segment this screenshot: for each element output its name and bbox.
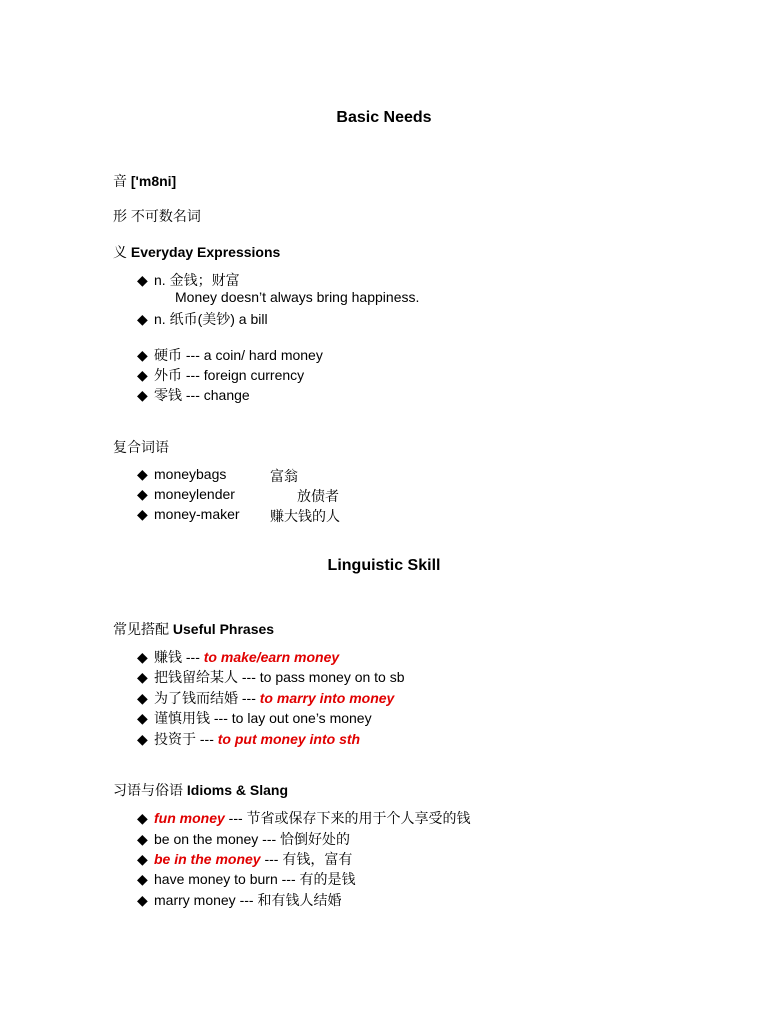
idiom-text: be on the money --- 恰倒好处的: [154, 831, 351, 847]
list-item: [137, 729, 360, 749]
meaning-heading: Everyday Expressions: [130, 244, 281, 260]
idiom-text: have money to burn --- 有的是钱: [154, 871, 356, 887]
diamond-bullet-icon: ◆: [137, 871, 148, 887]
list-item: [137, 869, 356, 889]
phrase-text: 谨慎用钱 --- to lay out one’s money: [154, 710, 372, 726]
meaning-heading-row: [113, 242, 280, 262]
diamond-bullet-icon: ◆: [137, 387, 148, 403]
phrase-text: 投资于 ---: [154, 731, 218, 747]
list-item: [137, 667, 405, 687]
compound-meaning: 赚大钱的人: [270, 508, 340, 524]
diamond-bullet-icon: ◆: [137, 347, 148, 363]
diamond-bullet-icon: ◆: [137, 367, 148, 383]
pronunciation-row: [113, 171, 176, 191]
pronunciation-label: 音: [113, 173, 127, 189]
idioms-heading: [113, 780, 288, 800]
compound-term: money-maker: [154, 506, 240, 522]
idiom-text: marry money --- 和有钱人结婚: [154, 892, 342, 908]
phrases-heading-cn: 常见搭配: [113, 621, 169, 637]
diamond-bullet-icon: ◆: [137, 831, 148, 847]
diamond-bullet-icon: ◆: [137, 669, 148, 685]
phrase-highlight: to marry into money: [259, 690, 395, 706]
word-text: 硬币 --- a coin/ hard money: [154, 347, 323, 363]
diamond-bullet-icon: ◆: [137, 851, 148, 867]
list-item: [137, 345, 323, 365]
word-text: 零钱 --- change: [154, 387, 250, 403]
list-item: [137, 486, 437, 503]
phrases-heading-en: Useful Phrases: [172, 621, 275, 637]
idioms-heading-en: Idioms & Slang: [186, 782, 289, 798]
list-item: [137, 506, 437, 523]
diamond-bullet-icon: ◆: [137, 486, 148, 502]
diamond-bullet-icon: ◆: [137, 710, 148, 726]
diamond-bullet-icon: ◆: [137, 649, 148, 665]
compound-meaning: 富翁: [270, 468, 298, 484]
compound-term: moneybags: [154, 466, 227, 482]
phrase-text: 为了钱而结婚 ---: [154, 690, 260, 706]
phrase-highlight: to put money into sth: [217, 731, 361, 747]
list-item: [137, 309, 268, 329]
page-title: Basic Needs: [336, 109, 432, 126]
list-item: [137, 808, 471, 828]
diamond-bullet-icon: ◆: [137, 272, 148, 288]
idiom-highlight: be in the money: [154, 851, 261, 867]
section-title: Linguistic Skill: [327, 557, 441, 574]
list-item: [137, 270, 240, 290]
phrase-text: 把钱留给某人 --- to pass money on to sb: [154, 669, 405, 685]
diamond-bullet-icon: ◆: [137, 892, 148, 908]
compounds-heading: 复合词语: [113, 439, 169, 455]
list-item: [137, 849, 352, 869]
example-sentence: Money doesn’t always bring happiness.: [175, 289, 420, 305]
diamond-bullet-icon: ◆: [137, 810, 148, 826]
part-of-speech-row: [113, 206, 201, 226]
diamond-bullet-icon: ◆: [137, 311, 148, 327]
sense-text: n. 纸币(美钞) a bill: [154, 311, 268, 327]
diamond-bullet-icon: ◆: [137, 731, 148, 747]
pos-label: 形: [113, 208, 127, 224]
phrase-highlight: to make/earn money: [203, 649, 340, 665]
list-item: [137, 829, 350, 849]
idioms-heading-cn: 习语与俗语: [113, 782, 183, 798]
list-item: [137, 466, 437, 483]
phrase-text: 赚钱 ---: [154, 649, 204, 665]
list-item: [137, 647, 339, 667]
idiom-meaning: --- 节省或保存下来的用于个人享受的钱: [224, 810, 471, 826]
list-item: [137, 385, 250, 405]
pronunciation: ['m8ni]: [130, 173, 177, 189]
list-item: [137, 708, 372, 728]
compound-term: moneylender: [154, 486, 235, 502]
meaning-label: 义: [113, 244, 127, 260]
phrases-heading: [113, 619, 274, 639]
diamond-bullet-icon: ◆: [137, 466, 148, 482]
pos-value: 不可数名词: [130, 208, 201, 224]
diamond-bullet-icon: ◆: [137, 690, 148, 706]
compound-meaning: 放债者: [297, 488, 339, 504]
sense-text: n. 金钱；财富: [154, 272, 240, 288]
word-text: 外币 --- foreign currency: [154, 367, 305, 383]
idiom-meaning: --- 有钱，富有: [260, 851, 353, 867]
idiom-highlight: fun money: [154, 810, 225, 826]
list-item: [137, 365, 304, 385]
diamond-bullet-icon: ◆: [137, 506, 148, 522]
list-item: [137, 688, 394, 708]
list-item: [137, 890, 341, 910]
